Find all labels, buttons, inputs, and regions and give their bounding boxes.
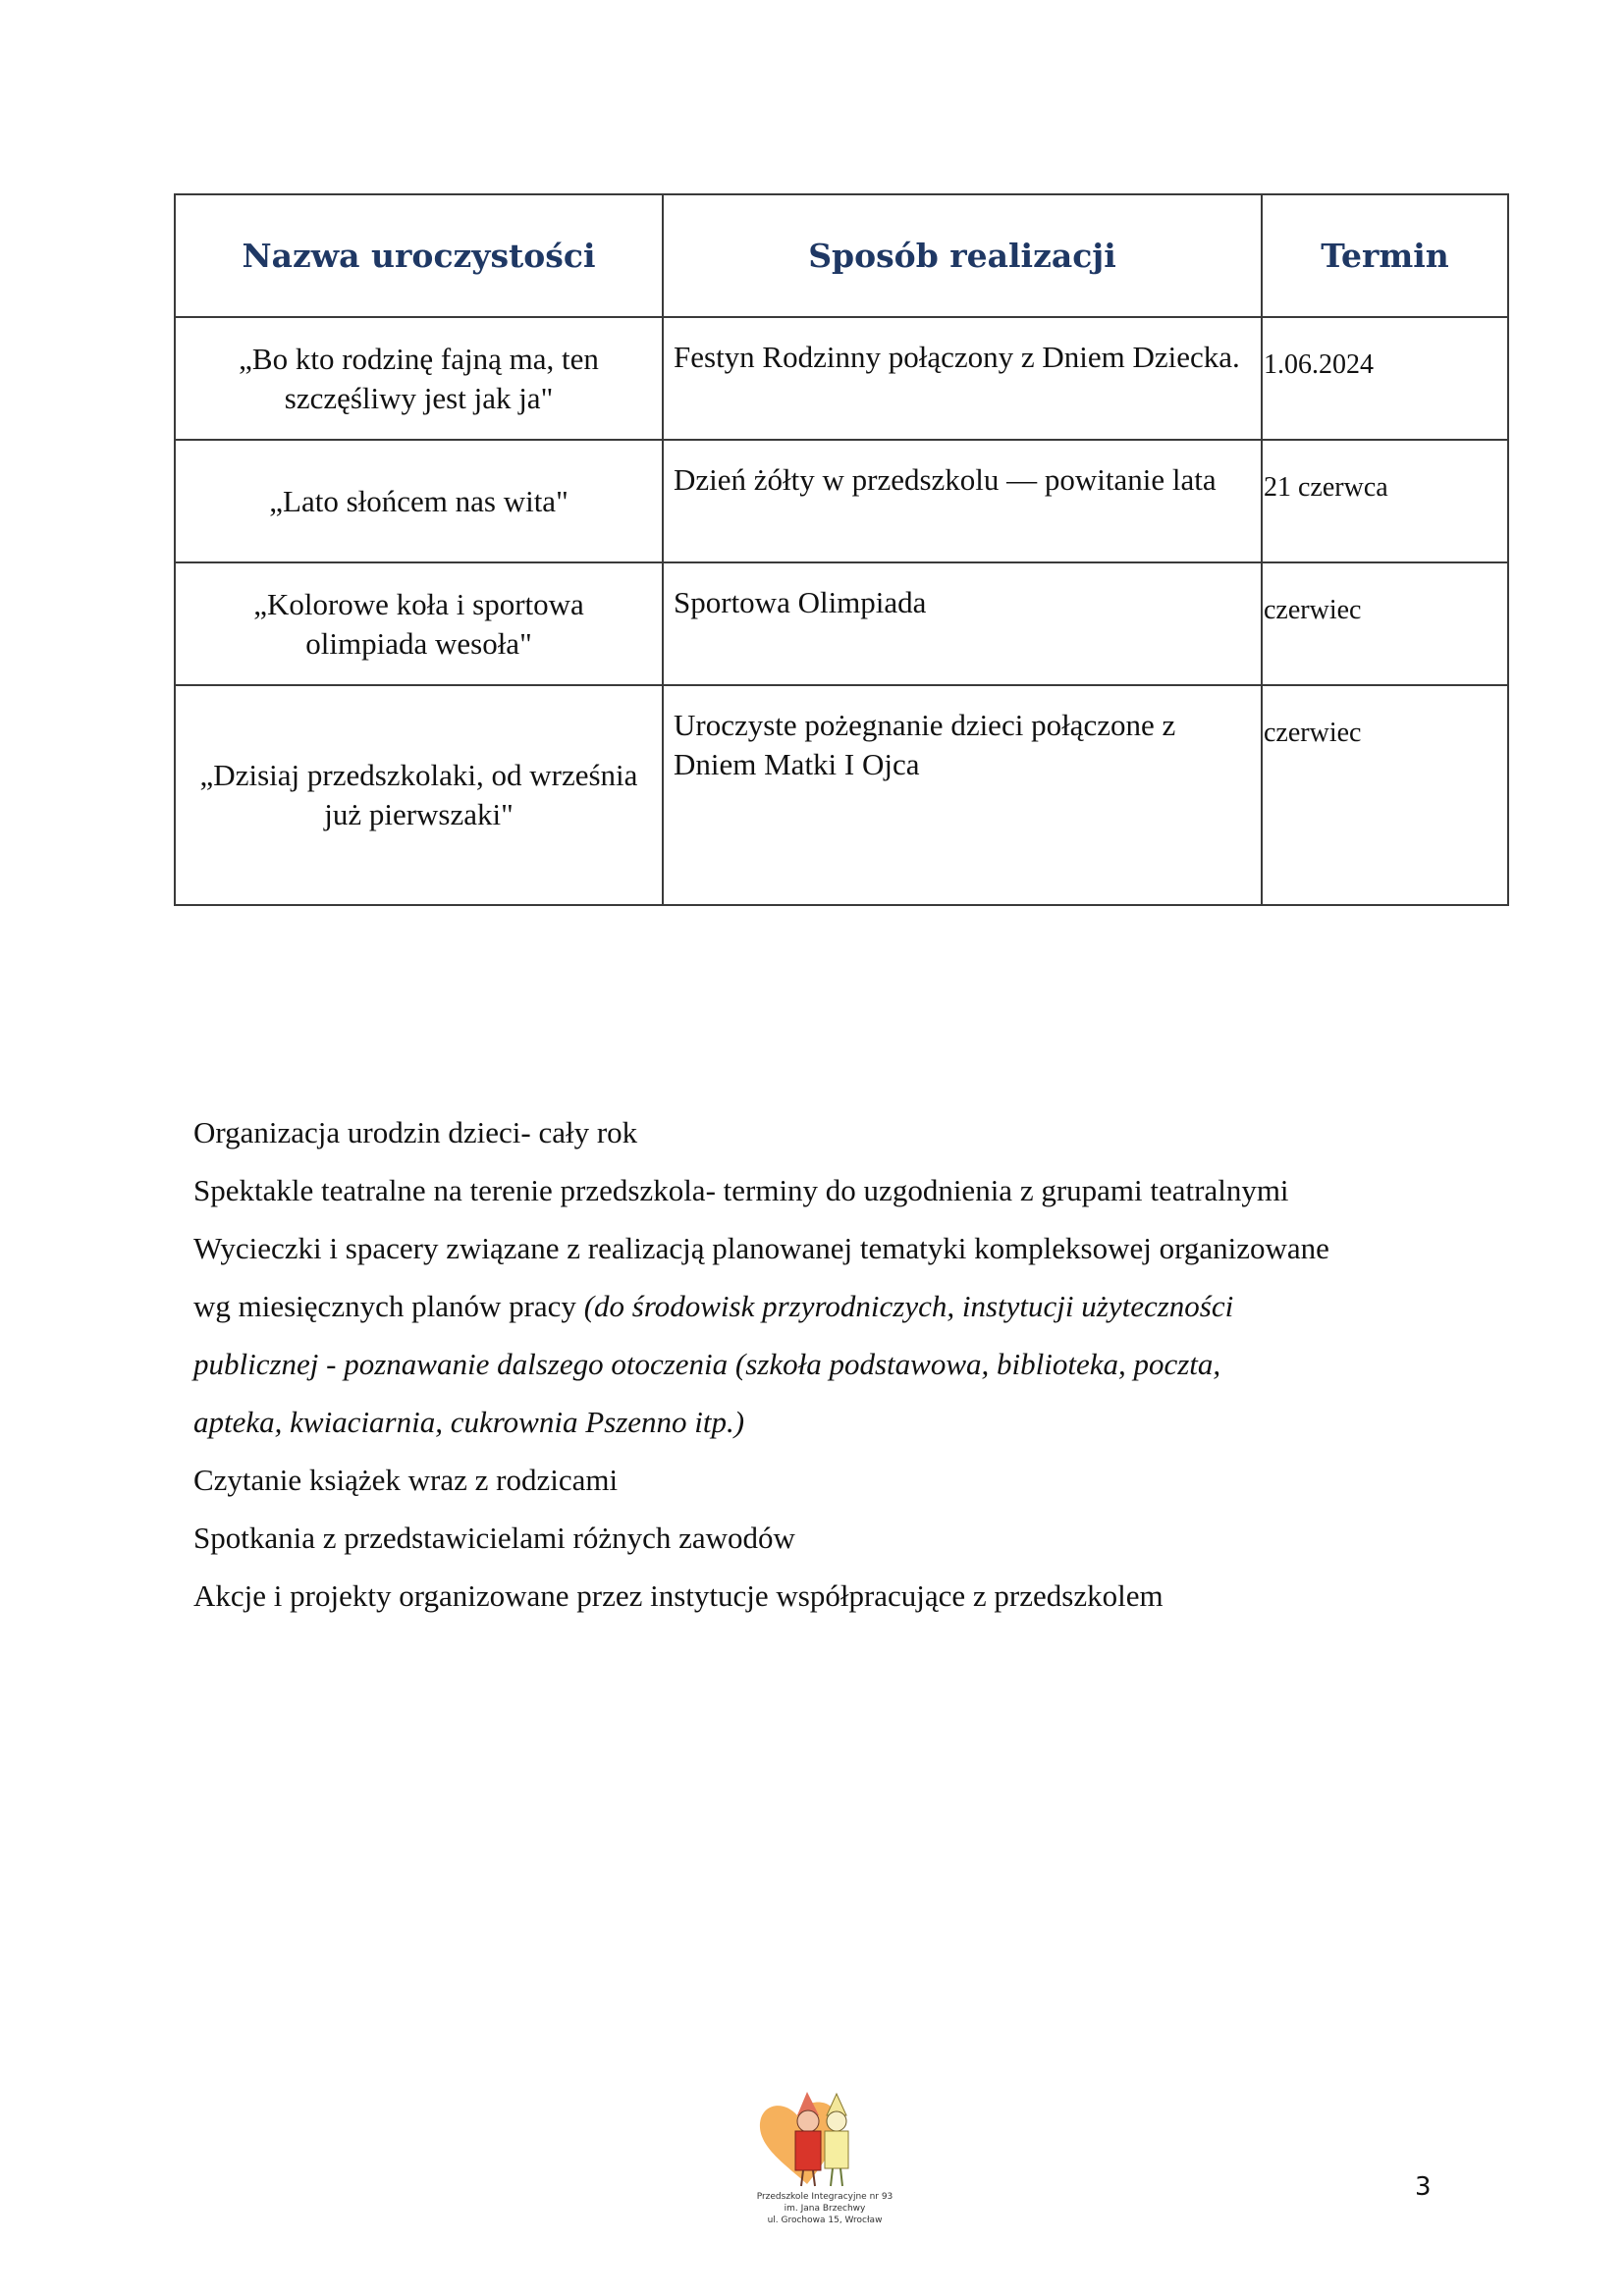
logo-text-line: im. Jana Brzechwy (784, 2204, 866, 2214)
cell-method: Uroczyste pożegnanie dzieci połączone z Dniem Matki I Ojca (663, 685, 1262, 905)
note-line: Organizacja urodzin dzieci- cały rok (193, 1115, 638, 1149)
logo-text (746, 2191, 903, 2226)
note-line: Wycieczki i spacery związane z realizacją planowanej tematyki kompleksowej organizowane (193, 1231, 1329, 1265)
logo-text-line: ul. Grochowa 15, Wrocław (767, 2216, 883, 2225)
note-line (193, 1399, 1489, 1457)
header-method: Sposób realizacji (663, 194, 1262, 317)
cell-event-name: „Lato słońcem nas wita" (175, 440, 663, 562)
logo-illustration-icon (746, 2086, 903, 2194)
cell-event-name: „Bo kto rodzinę fajną ma, ten szczęśliwy jest jak ja" (175, 317, 663, 440)
note-line (193, 1341, 1489, 1399)
note-line: Czytanie książek wraz z rodzicami (193, 1463, 619, 1497)
note-italic-text: apteka, kwiaciarnia, cukrownia Pszenno itp.) (193, 1405, 745, 1439)
cell-date: czerwiec (1262, 562, 1508, 685)
cell-date: 21 czerwca (1262, 440, 1508, 562)
table-row (175, 440, 1508, 562)
note-italic-text: publicznej - poznawanie dalszego otoczenia (szkoła podstawowa, biblioteka, poczta, (193, 1347, 1221, 1381)
cell-method: Festyn Rodzinny połączony z Dniem Dziecka. (663, 317, 1262, 440)
header-date: Termin (1262, 194, 1508, 317)
cell-event-name: „Dzisiaj przedszkolaki, od września już pierwszaki" (175, 685, 663, 905)
page-number: 3 (1415, 2172, 1432, 2202)
table-row (175, 685, 1508, 905)
note-line: Spotkania z przedstawicielami różnych zawodów (193, 1521, 795, 1555)
note-line: Akcje i projekty organizowane przez instytucje współpracujące z przedszkolem (193, 1578, 1164, 1613)
cell-date: 1.06.2024 (1262, 317, 1508, 440)
cell-date: czerwiec (1262, 685, 1508, 905)
cell-method: Dzień żółty w przedszkolu — powitanie lata (663, 440, 1262, 562)
logo-text-line: Przedszkole Integracyjne nr 93 (756, 2192, 893, 2202)
cell-method: Sportowa Olimpiada (663, 562, 1262, 685)
note-italic-text: (do środowisk przyrodniczych, instytucji użyteczności (583, 1289, 1234, 1323)
school-logo (746, 2086, 903, 2258)
table-header-row (175, 194, 1508, 317)
activities-list (193, 1109, 1489, 1630)
cell-event-name: „Kolorowe koła i sportowa olimpiada wesoła" (175, 562, 663, 685)
table-row (175, 562, 1508, 685)
note-line: Spektakle teatralne na terenie przedszkola- terminy do uzgodnienia z grupami teatralnymi (193, 1173, 1289, 1207)
header-event-name: Nazwa uroczystości (175, 194, 663, 317)
table-row (175, 317, 1508, 440)
note-text: wg miesięcznych planów pracy (193, 1289, 584, 1323)
note-line (193, 1283, 1489, 1341)
events-table (174, 193, 1509, 906)
